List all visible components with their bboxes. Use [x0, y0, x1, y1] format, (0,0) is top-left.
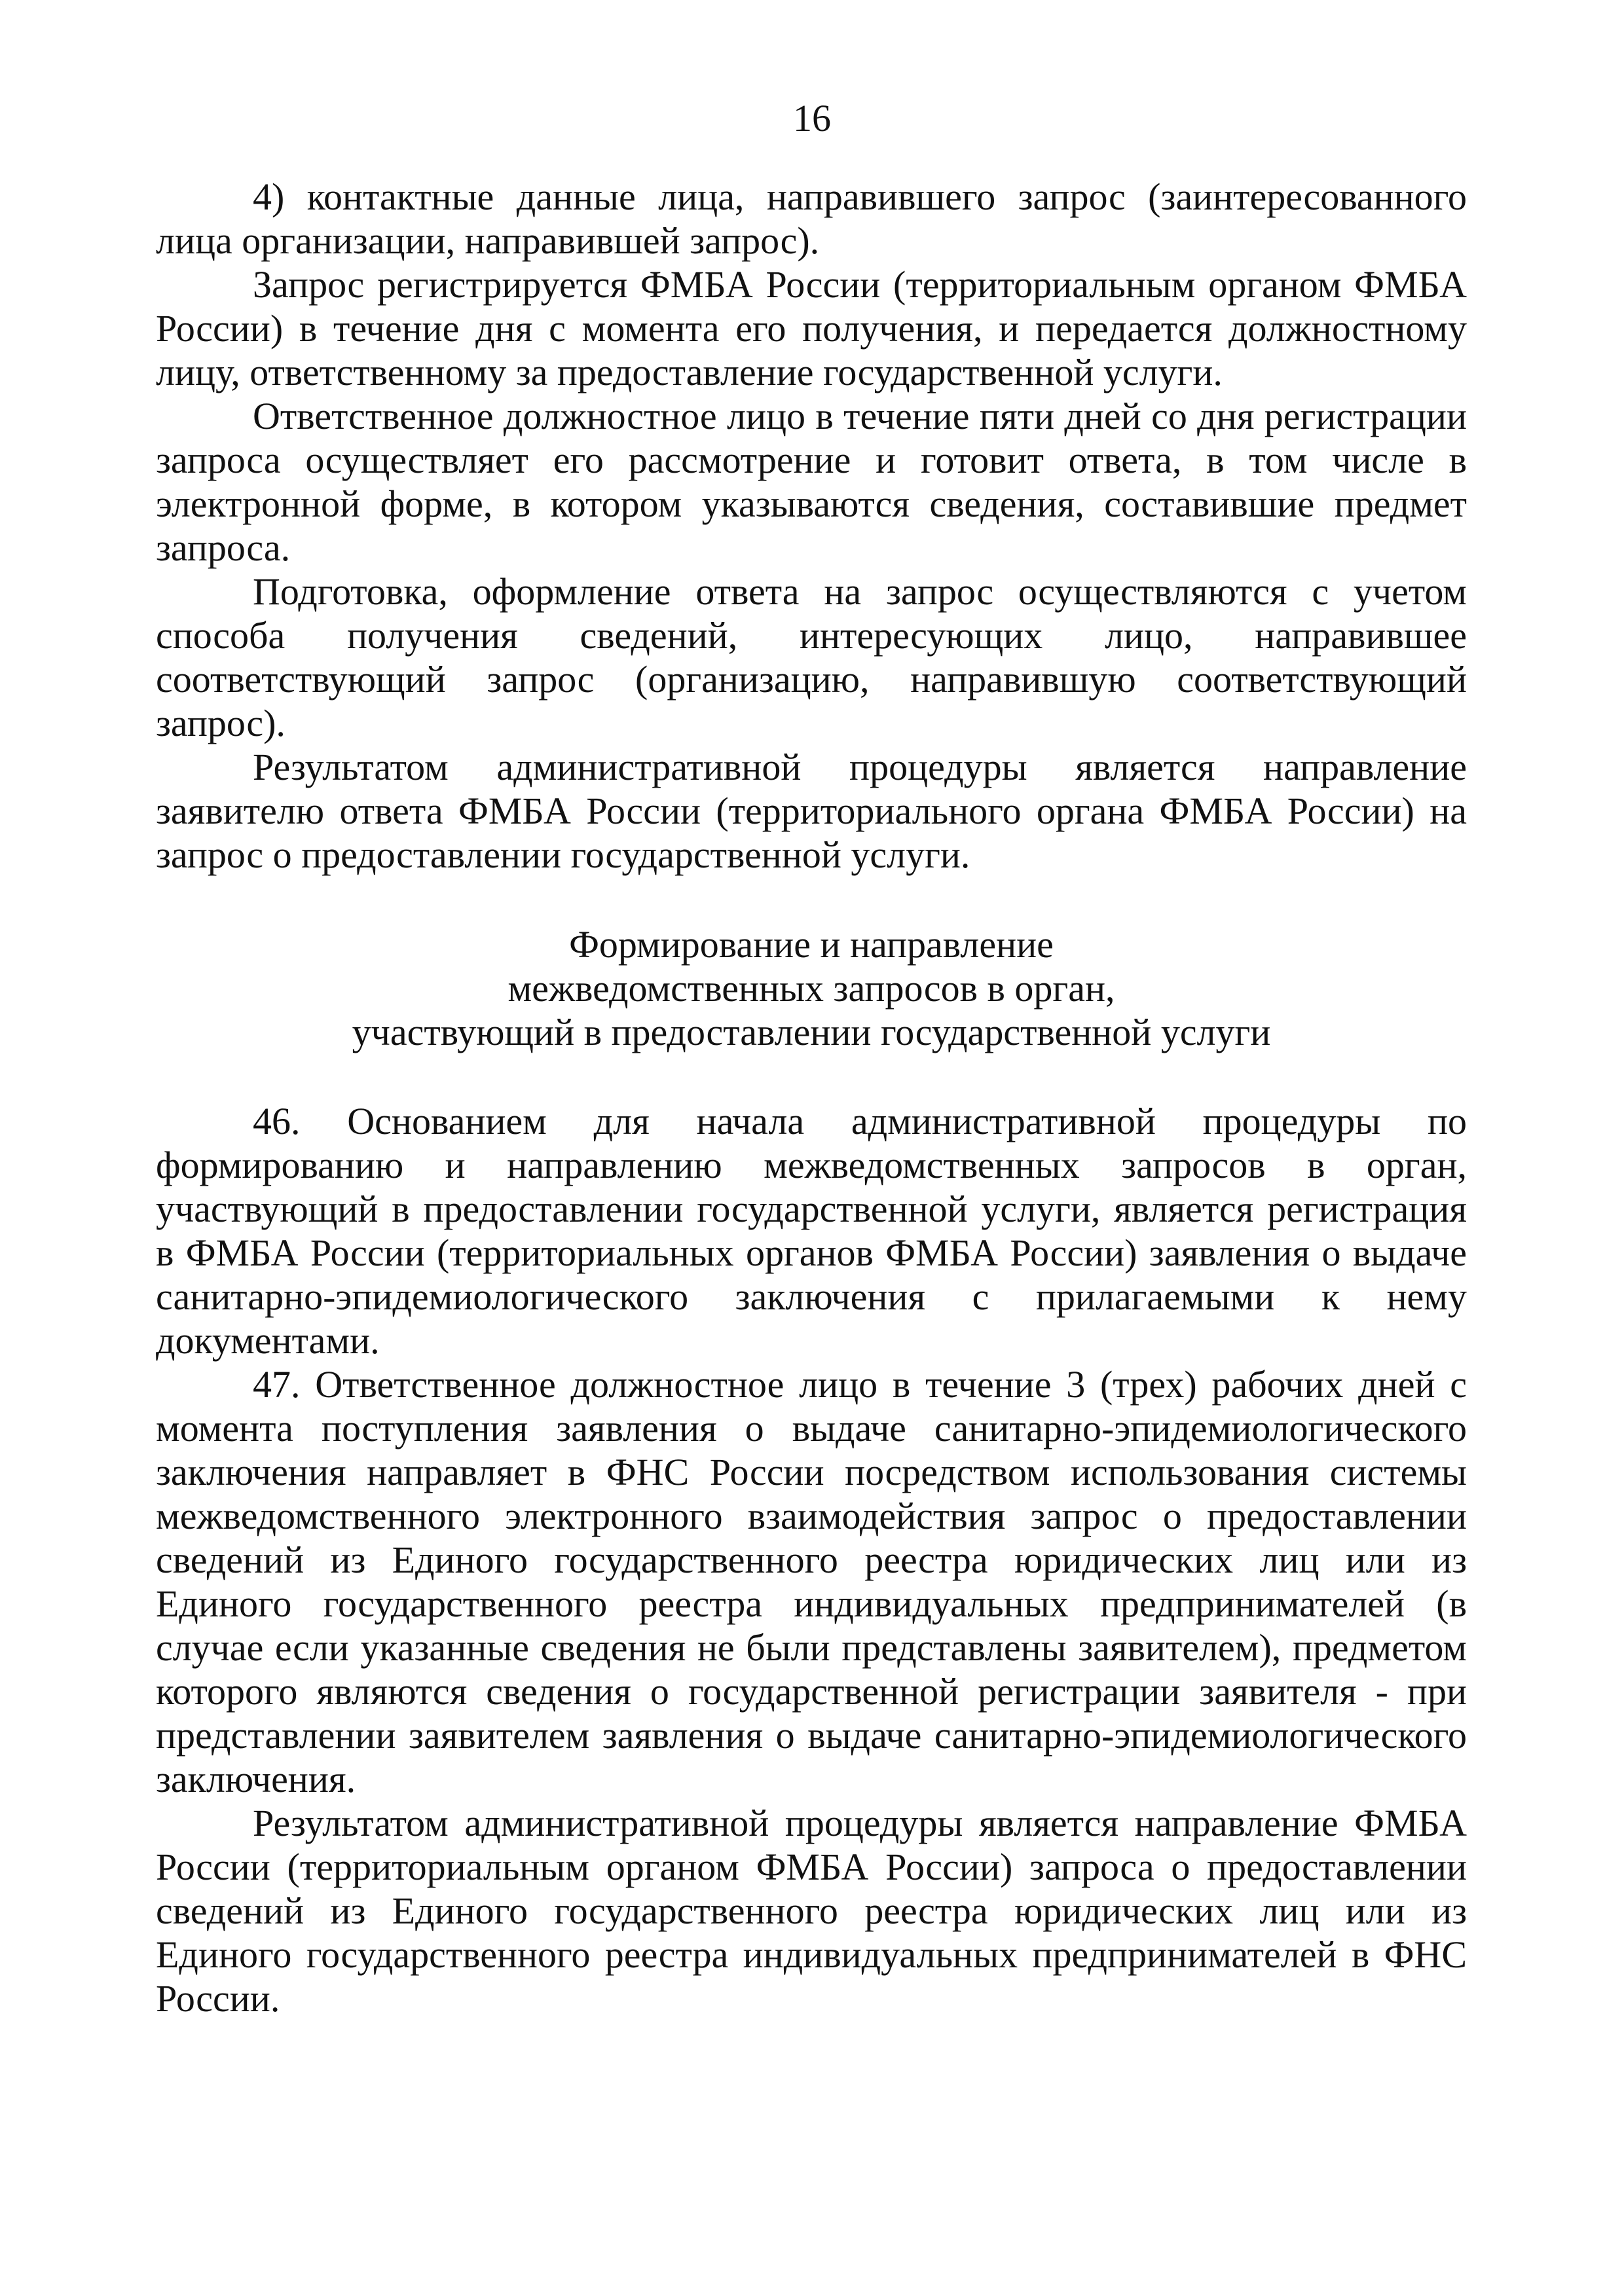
paragraph-item-47: 47. Ответственное должностное лицо в течение 3 (трех) рабочих дней с момента поступления заявления о выдаче санитарно-эпидемиологического заключения направляет в ФНС России посредством использования системы межведомственного электронного взаимодействия запрос о предоставлении сведений из Единого государственного реестра юридических лиц или из Единого государственного реестра индивидуальных предпринимателей (в случае если указанные сведения не были представлены заявителем), предметом которого являются сведения о государственной регистрации заявителя - при представлении заявителем заявления о выдаче санитарно-эпидемиологического заключения.	[156, 1363, 1467, 1800]
page-number: 16	[793, 97, 831, 139]
paragraph-contact-details: 4) контактные данные лица, направившего запрос (заинтересованного лица организации, направившей запрос).	[156, 175, 1467, 262]
paragraph-response-preparation: Подготовка, оформление ответа на запрос осуществляются с учетом способа получения сведений, интересующих лицо, направившее соответствующий запрос (организацию, направившую соответствующий запрос).	[156, 570, 1467, 744]
paragraph-procedure-result: Результатом административной процедуры является направление заявителю ответа ФМБА России (территориального органа ФМБА России) на запрос о предоставлении государственной услуги.	[156, 746, 1467, 876]
section-heading-line: участвующий в предоставлении государственной услуги	[352, 1011, 1271, 1053]
document-body	[156, 175, 1467, 2020]
section-heading	[156, 922, 1467, 1054]
section-heading-line: межведомственных запросов в орган,	[507, 967, 1115, 1010]
paragraph-request-registration: Запрос регистрируется ФМБА России (территориальным органом ФМБА России) в течение дня с момента его получения, и передается должностному лицу, ответственному за предоставление государственной услуги.	[156, 263, 1467, 393]
paragraph-item-46: 46. Основанием для начала административной процедуры по формированию и направлению межведомственных запросов в орган, участвующий в предоставлении государственной услуги, является регистрация в ФМБА России (территориальных органов ФМБА России) заявления о выдаче санитарно-эпидемиологического заключения с прилагаемыми к нему документами.	[156, 1100, 1467, 1362]
paragraph-request-review: Ответственное должностное лицо в течение пяти дней со дня регистрации запроса осуществляет его рассмотрение и готовит ответа, в том числе в электронной форме, в котором указываются сведения, составившие предмет запроса.	[156, 395, 1467, 569]
paragraph-final-result: Результатом административной процедуры является направление ФМБА России (территориальным органом ФМБА России) запроса о предоставлении сведений из Единого государственного реестра юридических лиц или из Единого государственного реестра индивидуальных предпринимателей в ФНС России.	[156, 1802, 1467, 2020]
section-heading-line: Формирование и направление	[569, 923, 1054, 966]
